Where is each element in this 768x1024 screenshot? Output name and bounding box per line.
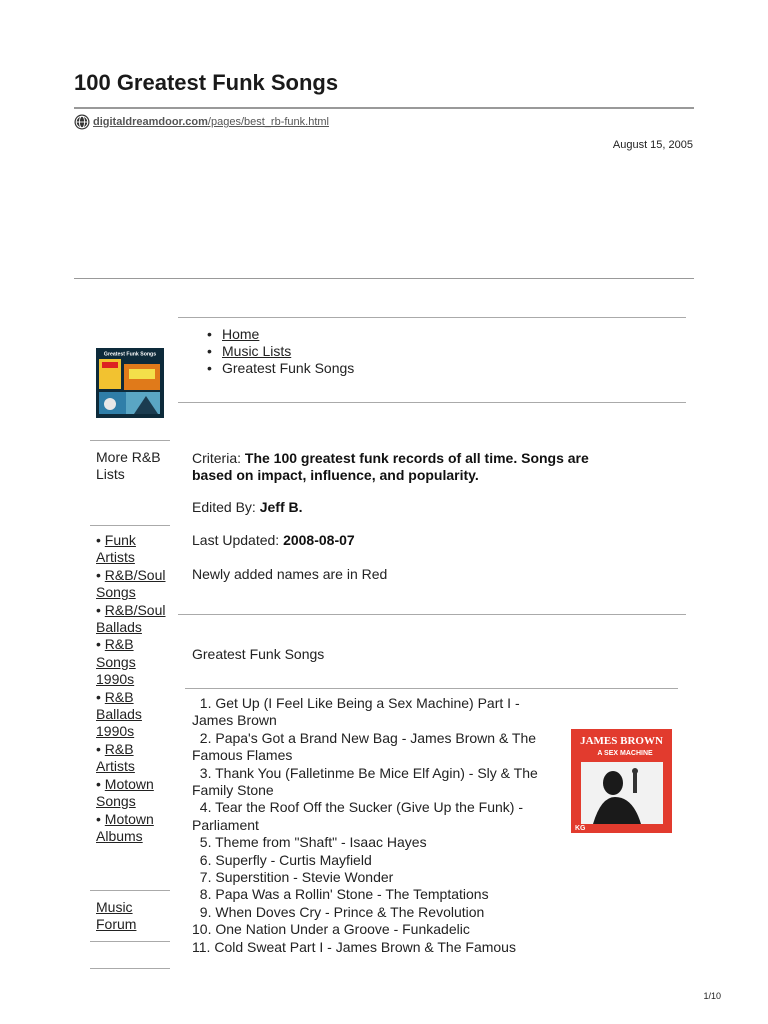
breadcrumb-item — [205, 343, 354, 360]
sidebar-link-rb-artists[interactable]: R&B Artists — [96, 740, 135, 775]
list-item: 6. Superfly - Curtis Mayfield — [199, 851, 372, 868]
source-link[interactable] — [74, 113, 329, 131]
breadcrumb — [205, 326, 354, 377]
sidebar-item: • R&B Artists — [96, 740, 135, 775]
sidebar-link-rb-soul-ballads[interactable]: R&B/Soul Ballads — [96, 601, 166, 636]
james-brown-album-art — [571, 729, 672, 833]
sidebar-item: • Motown Albums — [96, 810, 154, 844]
sidebar-rule — [90, 941, 170, 942]
list-item: 4. Tear the Roof Off the Sucker (Give Up the Funk) - Parliament — [192, 799, 523, 833]
page-number: 1/10 — [703, 991, 721, 1001]
music-forum-block — [96, 899, 168, 934]
list-item: 3. Thank You (Falletinme Be Mice Elf Agin) - Sly & The Family Stone — [192, 764, 538, 799]
list-item: 1. Get Up (I Feel Like Being a Sex Machine) Part I - James Brown — [192, 695, 520, 729]
sidebar-link-rb-ballads-1990s[interactable]: R&B Ballads 1990s — [96, 688, 142, 740]
capture-date: August 15, 2005 — [612, 139, 693, 151]
breadcrumb-top-rule — [178, 317, 686, 318]
music-forum-link[interactable]: Music Forum — [96, 899, 137, 933]
sidebar-rule — [90, 968, 170, 969]
list-item: 11. Cold Sweat Part I - James Brown & The Famous — [192, 938, 516, 955]
breadcrumb-music-lists[interactable]: Music Lists — [222, 343, 292, 359]
sidebar-rule — [90, 440, 170, 441]
title-divider — [74, 107, 694, 109]
song-list — [192, 695, 562, 956]
sidebar-item: • R&B Songs 1990s — [96, 636, 136, 688]
criteria-label: Criteria: — [192, 450, 242, 466]
last-updated — [192, 532, 632, 549]
page-title: 100 Greatest Funk Songs — [74, 70, 339, 95]
breadcrumb-current: Greatest Funk Songs — [222, 360, 355, 376]
sidebar-link-motown-albums[interactable]: Motown Albums — [96, 810, 154, 844]
breadcrumb-bottom-rule — [178, 402, 686, 403]
breadcrumb-item — [205, 326, 354, 343]
source-domain[interactable]: digitaldreamdoor.com — [93, 116, 208, 128]
newly-added-note: Newly added names are in Red — [192, 566, 388, 582]
edited-label: Edited By: — [192, 499, 256, 515]
cover-title: Greatest Funk Songs — [103, 351, 157, 358]
breadcrumb-home[interactable]: Home — [222, 326, 260, 342]
sidebar-rule — [90, 890, 170, 891]
sidebar-link-funk-artists[interactable]: Funk Artists — [96, 532, 136, 566]
updated-value: 2008-08-07 — [283, 532, 355, 548]
list-item: 10. One Nation Under a Groove - Funkadelic — [192, 921, 470, 938]
info-bottom-rule — [178, 614, 686, 615]
section-rule — [185, 688, 678, 689]
list-item: 2. Papa's Got a Brand New Bag - James Brown & The Famous Flames — [192, 729, 537, 764]
album-artist: JAMES BROWN — [580, 735, 663, 747]
album-title: A SEX MACHINE — [597, 750, 653, 757]
sidebar-item: • Motown Songs — [96, 775, 154, 810]
sidebar-links — [96, 532, 168, 845]
section-title: Greatest Funk Songs — [192, 646, 325, 662]
sidebar-item: • R&B/Soul Ballads — [96, 601, 166, 636]
breadcrumb-item — [205, 360, 354, 377]
funk-cover-image — [96, 348, 164, 418]
list-item: 5. Theme from "Shaft" - Isaac Hayes — [199, 834, 427, 851]
edited-by — [192, 499, 632, 516]
sidebar-link-rb-songs-1990s[interactable]: R&B Songs 1990s — [96, 636, 136, 688]
sidebar-link-motown-songs[interactable]: Motown Songs — [96, 775, 154, 810]
sidebar-item: • R&B Ballads 1990s — [96, 688, 142, 740]
list-item: 9. When Doves Cry - Prince & The Revolution — [199, 903, 485, 920]
list-item: 7. Superstition - Stevie Wonder — [199, 869, 394, 886]
album-label-mark: KG — [575, 825, 586, 832]
globe-icon — [74, 114, 90, 130]
criteria-value: The 100 greatest funk records of all time. Songs are based on impact, influence, and popularity. — [192, 450, 589, 483]
more-rb-lists-heading: More R&B Lists — [96, 449, 161, 483]
source-path[interactable]: /pages/best_rb-funk.html — [207, 116, 329, 128]
updated-label: Last Updated: — [192, 532, 280, 548]
edited-value: Jeff B. — [259, 499, 303, 515]
list-item: 8. Papa Was a Rollin' Stone - The Temptations — [199, 886, 489, 903]
criteria-text — [192, 450, 632, 484]
sidebar-item: • R&B/Soul Songs — [96, 566, 166, 601]
header-divider — [74, 278, 694, 279]
sidebar-link-rb-soul-songs[interactable]: R&B/Soul Songs — [96, 566, 166, 601]
sidebar-rule — [90, 525, 170, 526]
sidebar-item: • Funk Artists — [96, 532, 136, 566]
